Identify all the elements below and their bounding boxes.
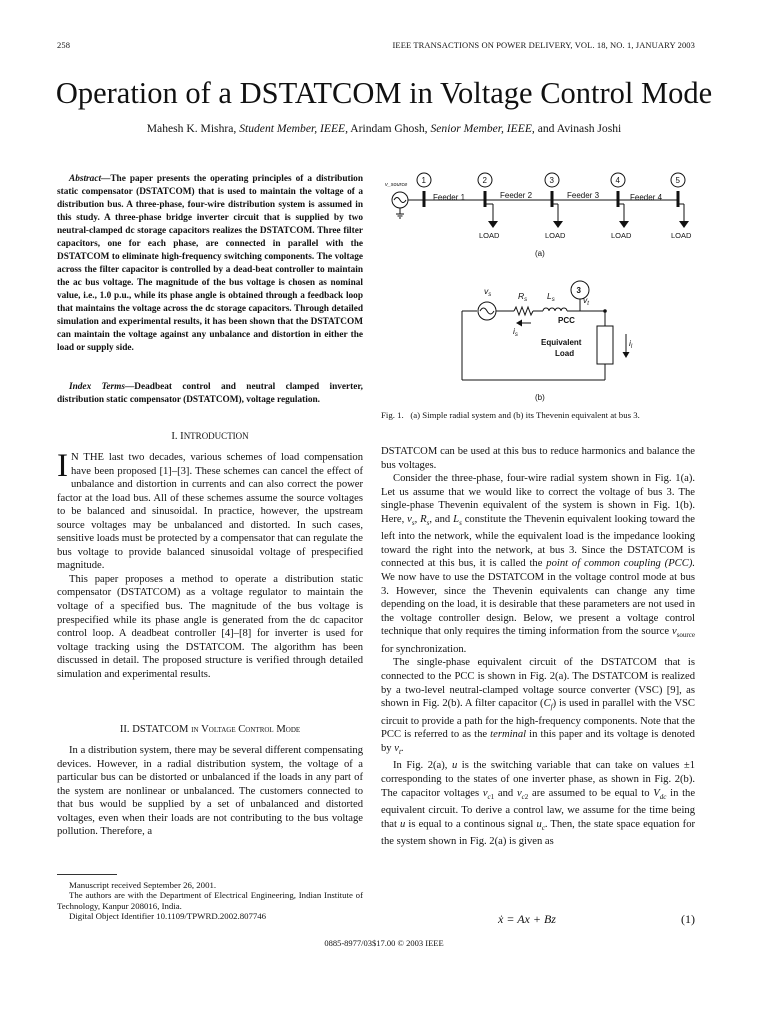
load-label: LOAD [545, 231, 566, 240]
inductor-ls [543, 308, 567, 311]
right-paragraph-3: In Fig. 2(a), u is the switching variable that can take on values ±1 corresponding to the states of one inverter phase, as shown in Fig. 2(b). The capacitor voltages $v_{c1}$ and $v_{c2}$ are assumed to be equal to $V_{dc}$ in the equivalent circuit. To derive a control law, we assume for the time being that u is equal to a continous signal $u_c$. Then, the state space equation for the system shown in Fig. 2(a) is given as [381, 760, 696, 848]
bus-3: 3 [549, 176, 554, 185]
vs-label: $v_s$ [484, 286, 492, 298]
bus-2: 2 [482, 176, 487, 185]
feeder-2: Feeder 2 [500, 191, 533, 200]
section-2-heading [57, 724, 363, 735]
load-label: LOAD [671, 231, 692, 240]
load-label: LOAD [611, 231, 632, 240]
index-terms-text: —Deadbeat control and neutral clamped inverter, distribution static compensator (DSTATCOM), voltage regulation. [57, 382, 363, 405]
source-label: v_source [385, 182, 408, 188]
footnote-affiliation: The authors are with the Department of Electrical Engineering, Indian Institute of Technology, Kanpur 208016, India. [57, 890, 363, 911]
pcc-label: PCC [558, 316, 575, 325]
subfigure-b-label: (b) [535, 393, 545, 402]
load-labels [479, 231, 692, 240]
section-2-paragraph-1: In a distribution system, there may be several different compensating devices. However, in a radial distribution system, the voltage of a particular bus can be distorted or unbalanced if the loads in any part of the system are nonlinear or unbalanced. The customers connected to that bus would be supplied by a set of unbalanced and distorted voltages, even when their loads are not contributing to the bus voltage pollution. Therefore, a [57, 745, 363, 838]
abstract [57, 173, 363, 355]
copyright-line: 0885-8977/03$17.00 © 2003 IEEE [324, 938, 444, 948]
index-terms-label: Index Terms [69, 382, 125, 392]
resistor-rs [514, 307, 533, 315]
footnote-received: Manuscript received September 26, 2001. [69, 880, 217, 890]
footnote [57, 880, 363, 921]
caption-label: Fig. 1. [381, 410, 404, 420]
load-arrow-icon [488, 221, 498, 228]
load-arrow-icon [553, 221, 563, 228]
author-line [0, 122, 768, 135]
right-paragraph-1: Consider the three-phase, four-wire radial system shown in Fig. 1(a). Let us assume that we would like to correct the voltage of bus 3. The single-phase Thevenin equivalent of the system is shown in Fig. 1(b). Here, $v_s$, $R_s$, and $L_s$ constitute the Thevenin equivalent looking toward the left into the network, while the equivalent load is the impedance looking toward the right into the network, at bus 3. Since the DSTATCOM is connected at this bus, it is called the point of common coupling (PCC). We now have to use the DSTATCOM in the voltage control mode at bus 3. However, since the Thevenin equivalents can change any time depending on the load, it is desirable that these parameters are not used in the voltage controller design. Below, we present a voltage control technique that only requires the timing information from the source $v_{source}$ for synchronization. [381, 473, 695, 655]
load-arrow-icon [619, 221, 629, 228]
equation-number: (1) [681, 912, 695, 926]
feeder-3: Feeder 3 [567, 191, 600, 200]
bus-3-circle-label: 3 [576, 286, 581, 295]
current-arrow-icon [516, 320, 522, 327]
running-header: IEEE TRANSACTIONS ON POWER DELIVERY, VOL. 18, NO. 1, JANUARY 2003 [392, 40, 695, 50]
section-2-title-in: in [191, 724, 199, 735]
load-arrows [488, 221, 689, 228]
section-2-numeral: II. [119, 724, 130, 735]
vt-label: $v_t$ [583, 295, 589, 307]
section-1-title-initial: I [180, 431, 184, 442]
author-1: Mahesh K. Mishra, [146, 122, 237, 135]
section-1-heading [57, 431, 363, 442]
ls-label: $L_s$ [547, 291, 555, 303]
abstract-text: —The paper presents the operating principles of a distribution static compensator (DSTATCOM) that is used to maintain the voltage of a distribution bus. A three-phase, four-wire distribution system is assumed in this study. A three-phase bridge inverter circuit that is supplied by two neutral-clamped dc storage capacitors realizes the DSTATCOM. Three filter capacitors, one for each phase, are connected in parallel with the DSTATCOM to eliminate high-frequency switching components. The voltage across the filter capacitor is controlled by a dead-beat controller to maintain the ac bus voltage. The magnitude of the bus voltage is chosen as nominal value, i.e., 1.0 p.u., while its phase angle is obtained through a feedback loop that maintains the voltage across the dc storage capacitors. Through detailed simulation and experimental results, it has been shown that the DSTATCOM can maintain the voltage against any unbalance and distortion in either the load or supply side. [57, 174, 363, 353]
bus-5: 5 [675, 176, 680, 185]
section-2-body [57, 744, 363, 839]
footnote-rule [57, 874, 117, 875]
right-column-body [381, 445, 695, 849]
bus-numbers [422, 176, 681, 185]
feeder-4: Feeder 4 [630, 193, 663, 202]
il-label: $i_l$ [629, 338, 633, 350]
equivalent-load-label-2: Load [555, 349, 575, 358]
current-arrow-icon [623, 352, 630, 358]
section-2-title-rest: Voltage Control Mode [201, 724, 301, 735]
right-paragraph-2: The single-phase equivalent circuit of the DSTATCOM that is connected to the PCC is shown in Fig. 2(a). The DSTATCOM is realized by a two-level neutral-clamped voltage source converter (VSC) [9], as shown in Fig. 2(b). A filter capacitor $(C_f)$ is used in parallel with the VSC circuit to provide a path for the high-frequency components. Note that the PCC is referred to as the terminal in this paper and its voltage is denoted by $v_t$. [381, 657, 695, 756]
sine-icon [394, 198, 406, 203]
bus-1: 1 [421, 176, 426, 185]
subfigure-a-label: (a) [535, 249, 545, 258]
section-1-title-rest: NTRODUCTION [183, 431, 249, 441]
pcc-node [603, 309, 607, 313]
paper-title: Operation of a DSTATCOM in Voltage Control Mode [55, 76, 713, 110]
bus-4: 4 [615, 176, 620, 185]
author-3: and Avinash Joshi [537, 122, 622, 135]
section-2-title-dstatcom: DSTATCOM [132, 724, 189, 735]
section-1-body [57, 448, 363, 681]
feeder-1: Feeder 1 [433, 193, 466, 202]
author-1-role: Student Member, IEEE, [239, 122, 349, 135]
figure-1 [380, 166, 700, 406]
author-2: Arindam Ghosh, [350, 122, 428, 135]
caption-text: (a) Simple radial system and (b) its Thevenin equivalent at bus 3. [410, 410, 640, 420]
section-1-paragraph-2: This paper proposes a method to operate a distribution static compensator (DSTATCOM) as a voltage regulator to maintain the voltage of a specified bus. The magnitude of the bus voltage is prespecified while its phase angle is generated from the dc capacitor control loop. A deadbeat controller [4]–[8] for inverter is used for voltage tracking using the DSTATCOM. The algorithm has been discussed in detail. The proposed structure is verified through detailed simulation and experimental results. [57, 573, 363, 680]
page-number: 258 [57, 40, 71, 50]
index-terms [57, 381, 363, 407]
figure-1-caption [381, 410, 640, 420]
right-paragraph-0: DSTATCOM can be used at this bus to reduce harmonics and balance the bus voltages. [381, 446, 695, 471]
load-label: LOAD [479, 231, 500, 240]
section-1-numeral: I. [171, 431, 178, 442]
rs-label: $R_s$ [518, 291, 528, 303]
drop-cap: I [57, 448, 68, 484]
equivalent-load-label-1: Equivalent [541, 338, 582, 347]
is-label: $i_s$ [513, 326, 518, 338]
footnote-doi: Digital Object Identifier 10.1109/TPWRD.2002.807746 [69, 910, 267, 921]
load-arrow-icon [679, 221, 689, 228]
abstract-label: Abstract [69, 174, 102, 184]
author-2-role: Senior Member, IEEE, [430, 122, 535, 135]
equation-expression: ẋ = Ax + Bz [498, 912, 556, 926]
section-1-paragraph-1: I N THE last two decades, various schemes of load compensation have been proposed [1]–[3]. These schemes can cancel the effect of unbalance and distortion in currents and can also correct the power factor at the load bus. All of these schemes assume the source voltages to be balanced and sinusoidal. In practice, however, the upstream source voltages may be unbalanced and distorted. In such cases, sensitive loads must be protected by a compensator that can regulate the bus voltage to provide balanced sinusoidal voltage of prespecified magnitude. [57, 448, 363, 572]
